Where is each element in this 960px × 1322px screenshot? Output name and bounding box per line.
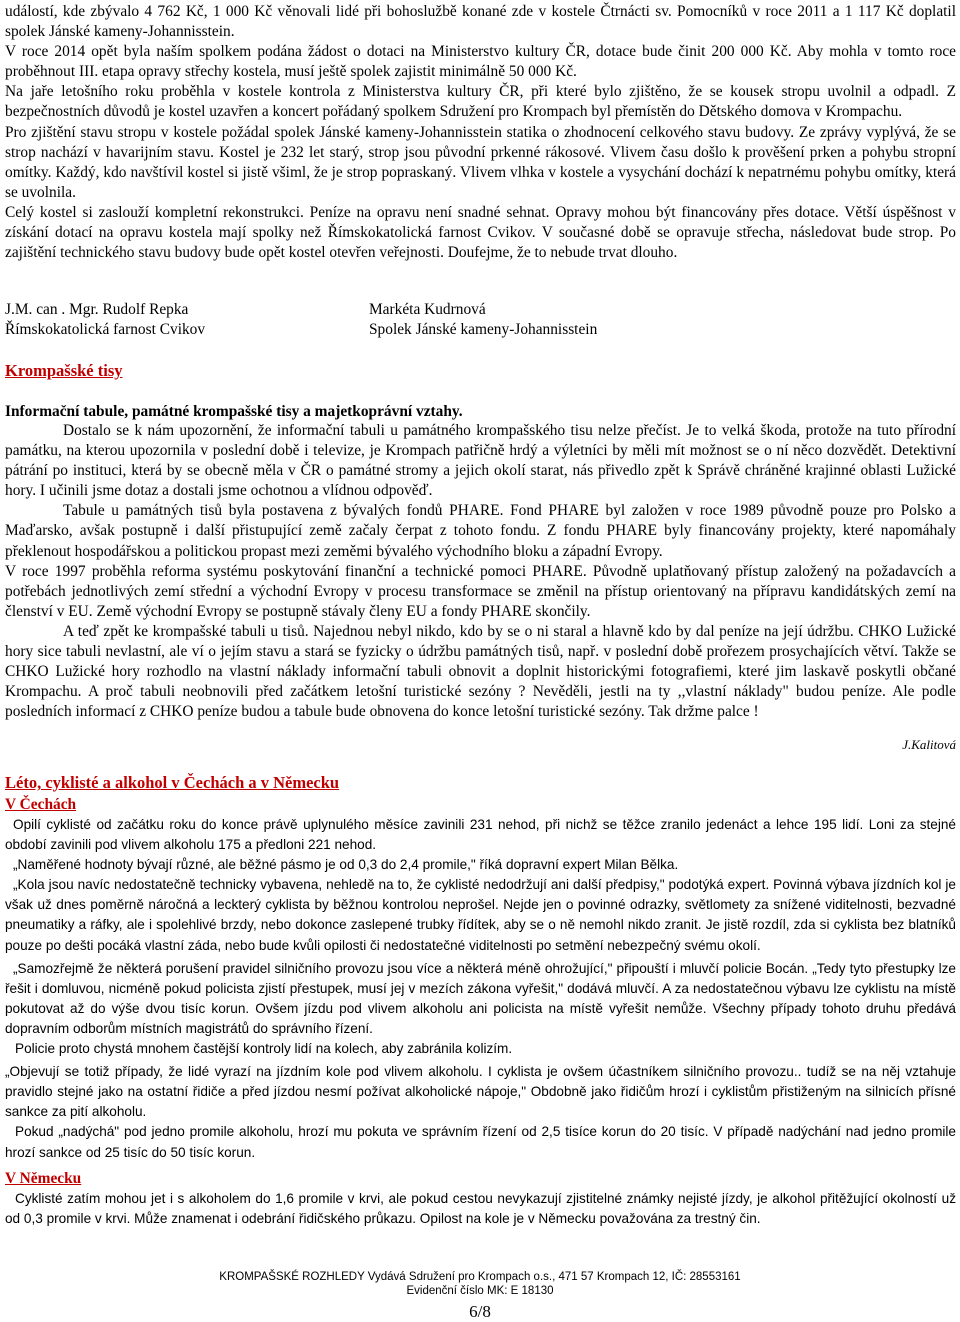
paragraph: Pro zjištění stavu stropu v kostele požádal spolek Jánské kameny-Johannisstein statika o zhodnocení celkového stavu budovy. Ze zprávy vyplývá, že se strop nachází v havarijním stavu. Kostel je 232 let starý, strop jsou původní prkenné rákosové. Vlivem času došlo k prověšení prken a pohybu stropní omítky. Každý, kdo navštívil kostel si jistě všiml, že je strop popraskaný. Vlivem vlhka v kostele a vysychání dochází k nepatrnému pohybu omítky, která se uvolnila. [5, 123, 956, 201]
cechy-article [5, 815, 956, 1163]
paragraph: Pokud „nadýchá" pod jedno promile alkoholu, hrozí mu pokuta ve správním řízení od 2,5 tisíce korun do 20 tisíc. V případě nadýchání nad jedno promile hrozí sankce od 25 tisíc do 50 tisíc korun. [5, 1124, 956, 1160]
paragraph: Policie proto chystá mnohem častější kontroly lidí na kolech, aby zabránila kolizím. [15, 1041, 513, 1057]
paragraph: Tabule u památných tisů byla postavena z bývalých fondů PHARE. Fond PHARE byl založen v roce 1989 původně pouze pro Polsko a Maďarsko, avšak postupně i další přistupující země začaly čerpat z tohoto fondu. Z fondu PHARE byly financovány projekty, které napomáhaly překlenout hospodářskou a politickou propast mezi zeměmi bývalého východního bloku a západní Evropy. [5, 502, 956, 560]
paragraph: událostí, kde zbývalo 4 762 Kč, 1 000 Kč věnovali lidé při bohoslužbě konané zde v kostele Čtrnácti sv. Pomocníků v roce 2011 a 1 117 Kč doplatil spolek Jánské kameny-Johannisstein. [5, 3, 956, 41]
tisy-article [5, 421, 956, 722]
footer [0, 1270, 960, 1298]
paragraph: Na jaře letošního roku proběhla v kostele kontrola z Ministerstva kultury ČR, při které bylo zjištěno, že se kousek stropu uvolnil a odpadl. Z bezpečnostních důvodů je kostel uzavřen a koncert pořádaný spolkem Sdružení pro Krompach byl přemístěn do Dětského domova v Krompachu. [5, 83, 956, 121]
paragraph: „Objevují se totiž případy, že lidé vyrazí na jízdním kole pod vlivem alkoholu. I cyklista je ovšem účastníkem silničního provozu.. tudíž se na něj vztahuje pravidlo stejné jako na ostatní řidiče a před jízdou nesmí požívat alkoholické nápoje," Obdobně jako řidičům hrozí i cyklistům přistiženým na silnicích přísné sankce za pití alkoholu. [5, 1064, 956, 1120]
signature-left [5, 300, 205, 340]
signature-name: J.M. can . Mgr. Rudolf Repka [5, 301, 189, 318]
signature-org: Spolek Jánské kameny-Johannisstein [369, 321, 598, 339]
paragraph: Celý kostel si zaslouží kompletní rekonstrukci. Peníze na opravu není snadné sehnat. Opravy mohou být financovány přes dotace. Větší úspěšnost v získání dotací na opravu kostela mají spolky než Římskokatolická farnost Cvikov. V současné době se opravuje střecha, následovat bude strop. Po zajištění technického stavu budovy bude opět kostel otevřen veřejnosti. Doufejme, že to nebude trvat dlouho. [5, 203, 956, 262]
heading-leto-cykliste: Léto, cyklisté a alkohol v Čechách a v Německu [5, 773, 340, 792]
paragraph: Dostalo se k nám upozornění, že informační tabuli u památného krompašského tisu nelze přečíst. Je to velká škoda, protože na tuto přírodní památku, na kterou upozornila v poslední době i televize, je Krompach patřičně hrdý a výletníci by měli mít možnost se o ní něco dozvědět. Detektivní pátrání po instituci, která by se obecně měla v ČR o památné stromy a jejich okolí starat, nás přivedlo zpět k Správě chráněné krajinné oblasti Lužické hory. I učinili jsme dotaz a dostali jsme ochotnou a vlídnou odpověď. [5, 422, 956, 500]
paragraph: A teď zpět ke krompašské tabuli u tisů. Najednou nebyl nikdo, kdo by se o ni staral a hlavně kdo by dal peníze na její údržbu. CHKO Lužické hory sice tabuli nevlastní, ale ví o jejím stavu a stará se fyzicky o údržbu památných tisů, např. v poslední době prořezem prosychajících větví. Takže se CHKO Lužické hory rozhodlo na vlastní náklady informační tabuli obnovit a doplnit historickými fotografiemi, které jim laskavě poskytli občané Krompachu. A proč tabuli neobnovili před začátkem letošní turistické sezóny ? Nevěděli, jestli na ty ,,vlastní náklady" budou peníze. Ale podle posledních informací z CHKO peníze budou a tabule bude obnovena do konce letošní turistické sezóny. Tak držme palce ! [5, 622, 956, 721]
footer-publisher: KROMPAŠSKÉ ROZHLEDY Vydává Sdružení pro Krompach o.s., 471 57 Krompach 12, IČ: 28553161 [219, 1271, 741, 1283]
paragraph: „Kola jsou navíc nedostatečně technicky vybavena, nehledě na to, že cyklisté nedodržují ani další předpisy," podotýká expert. Povinná výbava jízdních kol je však už dnes poměrně náročná a leckterý cyklista by běžnou kontrolou neprošel. Nejde jen o povinné odrazky, světlomety za snížené viditelnosti, bezvadné pneumatiky a ráfky, ale i spolehlivé brzdy, nebo dokonce zaslepené trubky řídítek, aby se o ně nemohl nikdo zranit. Je jistě rozdíl, zda si cyklista bez blatníků pouze po dešti pocáká vlastní záda, nebo bude kvůli opilosti či nedostatečné viditelnosti po setmění nebezpečný svému okolí. [5, 877, 956, 953]
paragraph: V roce 2014 opět byla naším spolkem podána žádost o dotaci na Ministerstvo kultury ČR, dotace bude činit 200 000 Kč. Aby mohla v tomto roce proběhnout III. etapa opravy střechy kostela, musí ještě spolek zajistit minimálně 50 000 Kč. [5, 43, 956, 81]
subheading: Informační tabule, památné krompašské tisy a majetkoprávní vztahy. [5, 403, 463, 420]
footer-registration: Evidenční číslo MK: E 18130 [406, 1285, 554, 1297]
heading-krompasske-tisy: Krompašské tisy [5, 361, 123, 380]
subheading-v-cechach: V Čechách [5, 796, 77, 813]
nemecko-article [5, 1189, 956, 1229]
page-number: 6/8 [469, 1302, 491, 1321]
paragraph: „Naměřené hodnoty bývají různé, ale běžné pásmo je od 0,3 do 2,4 promile," říká dopravní expert Milan Bělka. [13, 857, 679, 873]
signature-org: Římskokatolická farnost Cvikov [5, 321, 206, 339]
author-signature: J.Kalitová [902, 737, 956, 752]
paragraph: Opilí cyklisté od začátku roku do konce právě uplynulého měsíce zavinili 231 nehod, při nichž se těžce zranilo jedenáct a lehce 195 lidí. Loni za stejné období zavinili pod vlivem alkoholu 175 a předloni 221 nehod. [5, 817, 956, 853]
paragraph: Cyklisté zatím mohou jet i s alkoholem do 1,6 promile v krvi, ale pokud cestou nevykazují zjistitelné známky nejisté jízdy, je alkohol přitěžující okolností už od 0,3 promile v krvi. Může znamenat i odebrání řidičského průkazu. Opilost na kole je v Německu považována za trestný čin. [5, 1191, 956, 1227]
signature-right [369, 300, 597, 340]
subheading-v-nemecku: V Německu [5, 1170, 82, 1187]
paragraph: „Samozřejmě že některá porušení pravidel silničního provozu jsou více a některá méně ohrožující," připouští i mluvčí policie Bocán. „Tedy tyto přestupky lze řešit i domluvou, nicméně pokud policista zjistí přestupek, musí jej v mezích zákona vyřešit," dodává mluvčí. A za nedostatečnou výbavu lze cyklistu na místě pokutovat až do výše dvou tisíc korun. Ovšem jízdu pod vlivem alkoholu ani policista na místě vyřešit nemůže. Všechny případy tohoto druhu předává dopravním odborům místních magistrátů do správního řízení. [5, 960, 956, 1036]
church-article-end [5, 2, 956, 263]
paragraph: V roce 1997 proběhla reforma systému poskytování finanční a technické pomoci PHARE. Původně uplatňovaný přístup založený na požadavcích a potřebách jednotlivých zemí střední a východní Evropy v procesu transformace se změnil na přístup orientovaný na přípravu kandidátských zemí na členství v EU. Země východní Evropy se postupně stávaly členy EU a fondy PHARE skončily. [5, 562, 956, 620]
signature-name: Markéta Kudrnová [369, 301, 486, 318]
